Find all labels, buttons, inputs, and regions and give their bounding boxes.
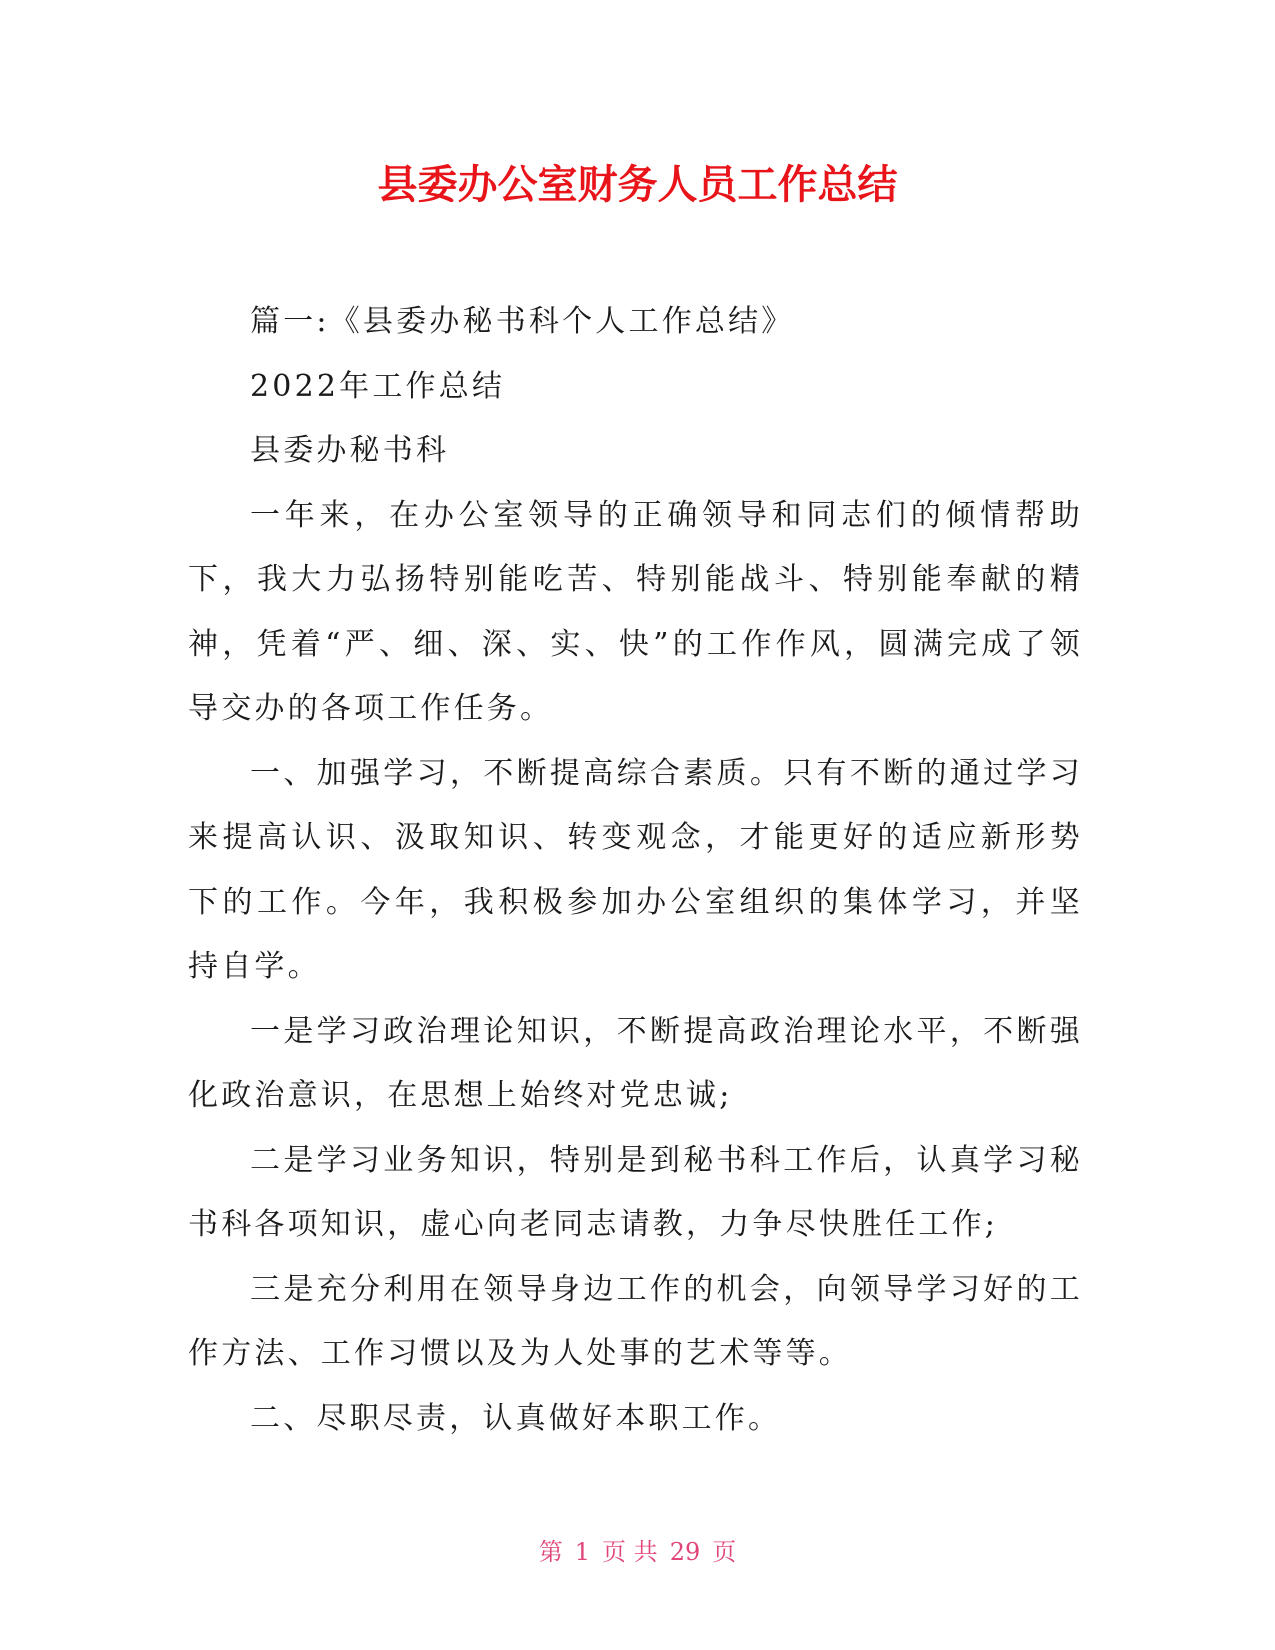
paragraph-department: 县委办秘书科 [250, 433, 450, 468]
paragraph-point-three: 三是充分利用在领导身边工作的机会，向领导学习好的工作方法、工作习惯以及为人处事的艺术等等。 [188, 1271, 1083, 1371]
paragraph-year-summary: 2022年工作总结 [250, 368, 506, 404]
paragraph-point-two: 二是学习业务知识，特别是到秘书科工作后，认真学习秘书科各项知识，虚心向老同志请教，力争尽快胜任工作; [188, 1142, 1083, 1242]
paragraph-section-heading: 篇一:《县委办秘书科个人工作总结》 [250, 304, 795, 339]
page-footer [0, 1535, 1275, 1569]
document-title: 县委办公室财务人员工作总结 [377, 162, 898, 208]
paragraph-intro: 一年来，在办公室领导的正确领导和同志们的倾情帮助下，我大力弘扬特别能吃苦、特别能战斗、特别能奉献的精神，凭着“严、细、深、实、快”的工作作风，圆满完成了领导交办的各项工作任务。 [188, 497, 1083, 726]
footer-current-page: 1 [574, 1538, 591, 1566]
paragraph-study: 一、加强学习，不断提高综合素质。只有不断的通过学习来提高认识、汲取知识、转变观念，才能更好的适应新形势下的工作。今年，我积极参加办公室组织的集体学习，并坚持自学。 [188, 755, 1083, 984]
footer-mid: 页 共 [602, 1538, 658, 1566]
footer-suffix: 页 [712, 1538, 737, 1566]
footer-total-pages: 29 [669, 1538, 701, 1566]
footer-prefix: 第 [538, 1538, 563, 1566]
paragraph-duty: 二、尽职尽责，认真做好本职工作。 [250, 1400, 782, 1436]
document-body [188, 290, 1083, 1451]
paragraph-point-one: 一是学习政治理论知识，不断提高政治理论水平，不断强化政治意识，在思想上始终对党忠诚; [188, 1013, 1083, 1113]
